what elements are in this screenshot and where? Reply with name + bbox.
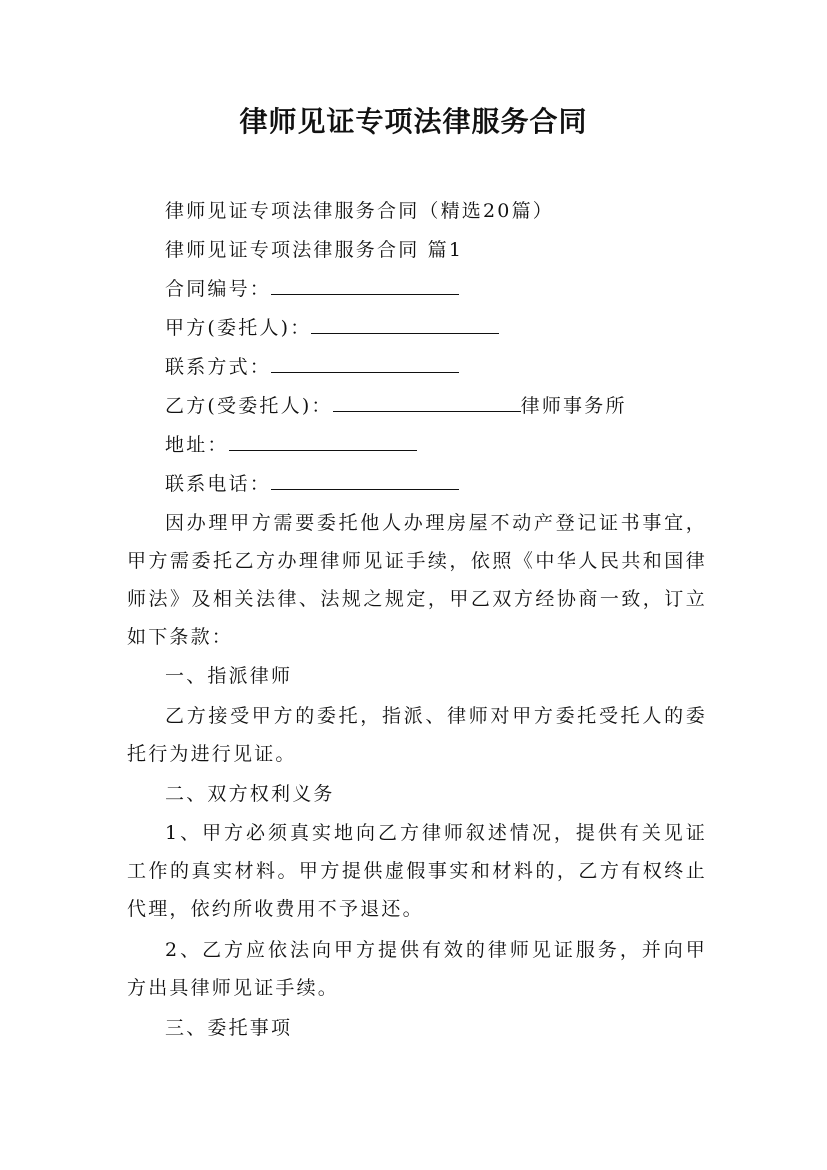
contract-number-label: 合同编号： bbox=[165, 278, 272, 300]
document-title: 律师见证专项法律服务合同 bbox=[239, 105, 588, 138]
paragraph-2-1: 1、甲方必须真实地向乙方律师叙述情况，提供有关见证工作的真实材料。甲方提供虚假事实和材料的，乙方有权终止代理，依约所收费用不予退还。 bbox=[127, 822, 707, 920]
party-b-line bbox=[127, 387, 707, 425]
party-b-blank bbox=[333, 389, 521, 412]
party-a-label: 甲方(委托人)： bbox=[165, 317, 312, 339]
party-b-suffix: 律师事务所 bbox=[520, 395, 627, 417]
paragraph-2-2: 2、乙方应依法向甲方提供有效的律师见证服务，并向甲方出具律师见证手续。 bbox=[127, 939, 707, 999]
contact-method-label: 联系方式： bbox=[165, 356, 272, 378]
party-a-line bbox=[127, 309, 707, 347]
document-subtitle: 律师见证专项法律服务合同（精选20篇） bbox=[165, 200, 554, 222]
address-label: 地址： bbox=[165, 434, 229, 456]
address-line bbox=[127, 426, 707, 464]
heading-3: 三、委托事项 bbox=[165, 1017, 293, 1039]
phone-label: 联系电话： bbox=[165, 473, 272, 495]
phone-blank bbox=[271, 467, 459, 490]
address-blank bbox=[229, 428, 417, 451]
intro-paragraph: 因办理甲方需要委托他人办理房屋不动产登记证书事宜，甲方需委托乙方办理律师见证手续，依照《中华人民共和国律师法》及相关法律、法规之规定，甲乙双方经协商一致，订立如下条款： bbox=[127, 512, 707, 648]
contact-method-blank bbox=[271, 350, 459, 373]
contract-number-blank bbox=[271, 272, 459, 295]
heading-1: 一、指派律师 bbox=[165, 665, 293, 687]
section-heading: 律师见证专项法律服务合同 篇1 bbox=[165, 239, 464, 261]
phone-line bbox=[127, 465, 707, 503]
contract-number-line bbox=[127, 270, 707, 308]
heading-2: 二、双方权利义务 bbox=[165, 783, 335, 805]
party-b-label: 乙方(受委托人)： bbox=[165, 395, 333, 417]
paragraph-1: 乙方接受甲方的委托，指派、律师对甲方委托受托人的委托行为进行见证。 bbox=[127, 705, 707, 765]
contact-method-line bbox=[127, 348, 707, 386]
party-a-blank bbox=[311, 311, 499, 334]
